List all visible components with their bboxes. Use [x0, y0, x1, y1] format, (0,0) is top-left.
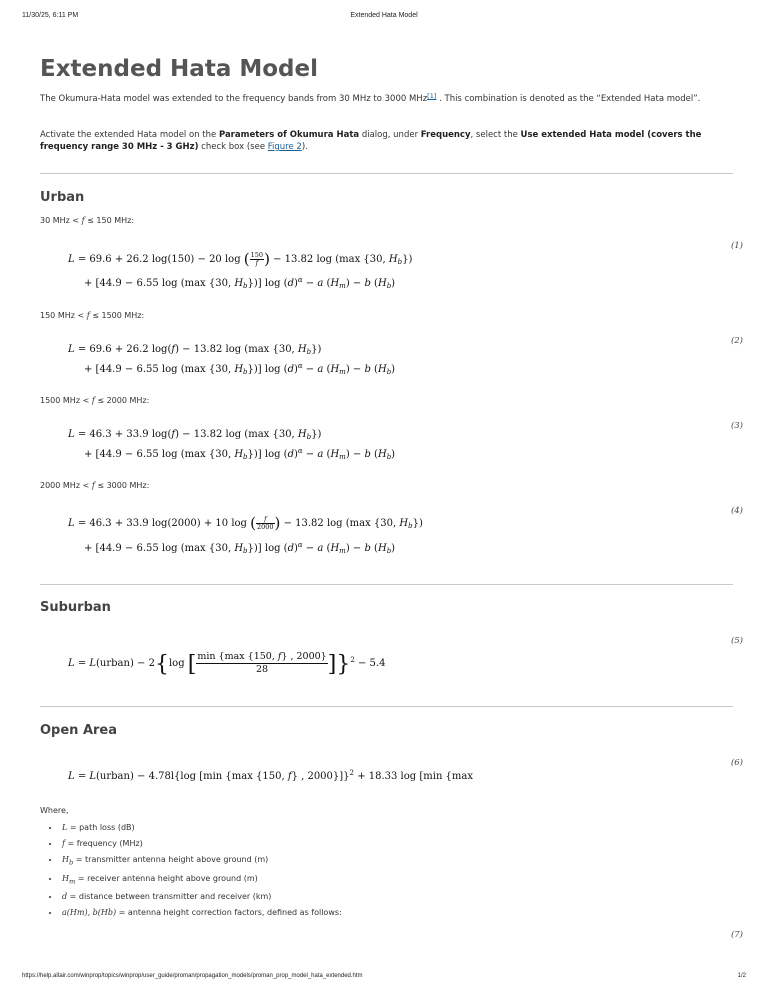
urban-condition-2: 150 MHz < f ≤ 1500 MHz:	[40, 311, 145, 320]
section-heading-suburban: Suburban	[40, 600, 111, 615]
list-item: • $H_b$ = transmitter antenna height above ground (m)	[60, 852, 342, 871]
section-divider	[40, 584, 733, 585]
where-label: Where,	[40, 806, 69, 815]
section-heading-open-area: Open Area	[40, 723, 118, 738]
list-item: • a(Hm), b(Hb) = antenna height correction factors, defined as follows:	[60, 905, 342, 921]
equation-number-1: (1)	[730, 241, 743, 251]
print-page-number: 1/2	[737, 973, 746, 979]
citation-link[interactable]: [1]	[427, 92, 437, 100]
equation-number-7: (7)	[730, 930, 743, 940]
print-datetime: 11/30/25, 6:11 PM	[22, 12, 79, 19]
figure-2-link[interactable]: Figure 2	[267, 142, 302, 152]
intro-paragraph-2: Activate the extended Hata model on the Parameters of Okumura Hata dialog, under Frequency, select the Use extended Hata model (covers the frequency range 30 MHz - 3 GHz) check box (see Figure 2).	[40, 130, 702, 152]
equation-2-line-2: + [44.9 − 6.55 log (max {30, $H_b$})] $\log (d)^\alpha - a$ $(H_m) - b$ $(H_b)$	[84, 362, 396, 376]
equation-3-line-1: L = 46.3 + 33.9 log(f) − 13.82 log (max {30, $H_b$})	[68, 429, 322, 441]
equation-number-4: (4)	[730, 506, 743, 516]
list-item: • f = frequency (MHz)	[60, 836, 342, 852]
page-title: Extended Hata Model	[40, 56, 318, 82]
equation-5: L = L(urban) − 2{log [ $\frac{\min \{\max \{150, f\} , 2000\}}{28}$ ]}$^2$ − 5.4	[68, 651, 386, 677]
equation-number-5: (5)	[730, 636, 743, 646]
list-item: • L = path loss (dB)	[60, 820, 342, 836]
equation-4-line-1: L = 46.3 + 33.9 log(2000) + 10 log ( $\frac{f}{2000}$ ) − 13.82 log (max {30, $H_b$})	[68, 514, 423, 532]
equation-6: L = L(urban) − 4.78l{log [min {max {150, f} , 2000}]}$^2$ + 18.33 log [min {max	[68, 769, 474, 782]
urban-condition-4: 2000 MHz < f ≤ 3000 MHz:	[40, 481, 150, 490]
list-item: • $H_m$ = receiver antenna height above ground (m)	[60, 871, 342, 890]
section-divider	[40, 173, 733, 174]
intro-paragraph-1: The Okumura-Hata model was extended to the frequency bands from 30 MHz to 3000 MHz[1] . This combination is denoted as the “Extended Hata model”.	[40, 92, 701, 104]
equation-4-line-2: + [44.9 − 6.55 log (max {30, $H_b$})] $\log (d)^\alpha - a$ $(H_m) - b$ $(H_b)$	[84, 541, 396, 555]
equation-number-3: (3)	[730, 421, 743, 431]
equation-1-line-2: + [44.9 − 6.55 log (max {30, $H_b$})] $\log (d)^\alpha - a$ $(H_m) - b$ $(H_b)$	[84, 276, 396, 290]
equation-number-6: (6)	[730, 758, 743, 768]
equation-number-2: (2)	[730, 336, 743, 346]
urban-condition-3: 1500 MHz < f ≤ 2000 MHz:	[40, 396, 150, 405]
symbol-definitions-list	[40, 820, 342, 921]
print-url: https://help.altair.com/winprop/topics/winprop/user_guide/proman/propagation_models/proman_prop_model_hata_extended.htm	[22, 973, 363, 979]
section-heading-urban: Urban	[40, 190, 85, 205]
equation-1-line-1: L = 69.6 + 26.2 log(150) − 20 log ( $\frac{150}{f}$ ) − 13.82 log (max {30, $H_b$})	[68, 250, 413, 268]
section-divider	[40, 706, 733, 707]
urban-condition-1: 30 MHz < f ≤ 150 MHz:	[40, 216, 135, 225]
print-doc-title: Extended Hata Model	[350, 12, 418, 19]
equation-3-line-2: + [44.9 − 6.55 log (max {30, $H_b$})] $\log (d)^\alpha - a$ $(H_m) - b$ $(H_b)$	[84, 447, 396, 461]
list-item: • d = distance between transmitter and receiver (km)	[60, 889, 342, 905]
equation-2-line-1: L = 69.6 + 26.2 log(f) − 13.82 log (max {30, $H_b$})	[68, 344, 322, 356]
